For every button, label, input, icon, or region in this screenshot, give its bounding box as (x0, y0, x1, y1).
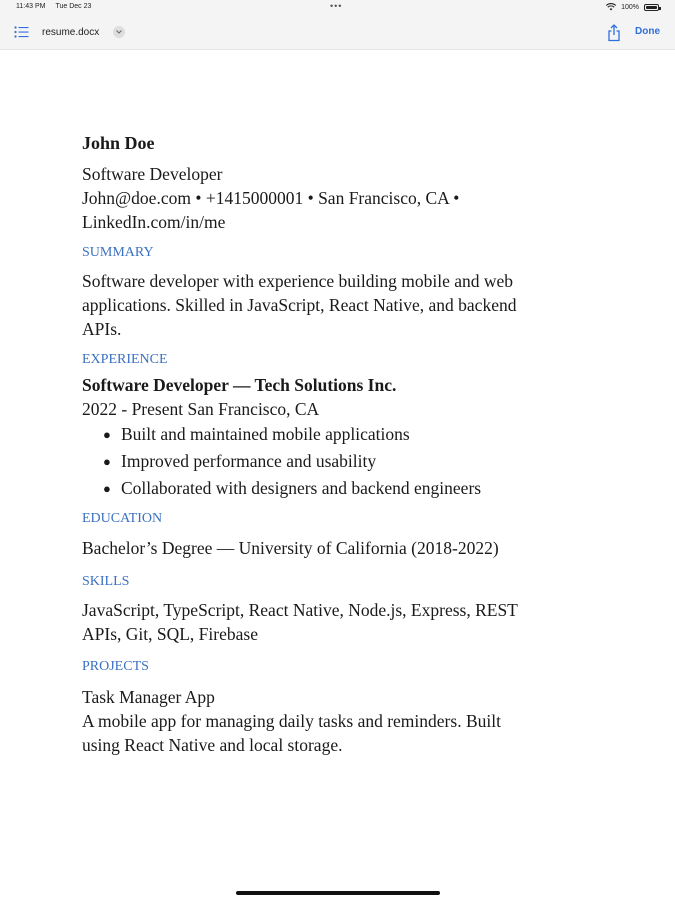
summary-line: applications. Skilled in JavaScript, React Native, and backend (82, 295, 517, 315)
status-time: 11:43 PM (16, 3, 46, 10)
job-dates: 2022 - Present San Francisco, CA (82, 399, 320, 419)
battery-icon (644, 4, 659, 11)
section-heading-summary: SUMMARY (82, 245, 154, 260)
job-title: Software Developer — Tech Solutions Inc. (82, 375, 397, 395)
multitasking-dots[interactable]: ••• (330, 1, 343, 11)
bullet-text: Improved performance and usability (121, 451, 377, 471)
bullet-text: Built and maintained mobile applications (121, 424, 410, 444)
status-bar (0, 0, 675, 16)
list-item (82, 448, 602, 475)
done-button[interactable]: Done (635, 26, 660, 37)
nav-bar (0, 16, 675, 50)
home-indicator[interactable] (236, 891, 440, 895)
chevron-down-icon[interactable] (113, 26, 125, 38)
document-title[interactable]: resume.docx (42, 27, 100, 38)
summary-line: Software developer with experience building mobile and web (82, 271, 514, 291)
list-item (82, 421, 602, 448)
section-heading-skills: SKILLS (82, 574, 130, 589)
battery-percent: 100% (621, 3, 639, 11)
experience-bullets (82, 421, 602, 502)
list-item (82, 475, 602, 502)
skills-line: APIs, Git, SQL, Firebase (82, 624, 258, 644)
wifi-icon (606, 3, 616, 11)
project-description: using React Native and local storage. (82, 735, 343, 755)
resume-name: John Doe (82, 133, 155, 153)
status-date: Tue Dec 23 (55, 3, 92, 10)
document-page (82, 132, 602, 757)
section-heading-education: EDUCATION (82, 511, 163, 526)
status-left (16, 3, 91, 10)
education-entry: Bachelor’s Degree — University of California (2018-2022) (82, 538, 499, 558)
summary-line: APIs. (82, 319, 122, 339)
share-icon[interactable] (606, 24, 622, 42)
skills-line: JavaScript, TypeScript, React Native, Node.js, Express, REST (82, 600, 518, 620)
project-name: Task Manager App (82, 687, 215, 707)
list-icon[interactable] (14, 26, 29, 38)
section-heading-experience: EXPERIENCE (82, 352, 168, 367)
contact-line: John@doe.com • +1415000001 • San Francisco, CA • (82, 188, 460, 208)
section-heading-projects: PROJECTS (82, 659, 149, 674)
bullet-text: Collaborated with designers and backend engineers (121, 478, 482, 498)
contact-line: LinkedIn.com/in/me (82, 212, 226, 232)
status-right (606, 3, 659, 11)
project-description: A mobile app for managing daily tasks and reminders. Built (82, 711, 501, 731)
resume-headline: Software Developer (82, 164, 223, 184)
